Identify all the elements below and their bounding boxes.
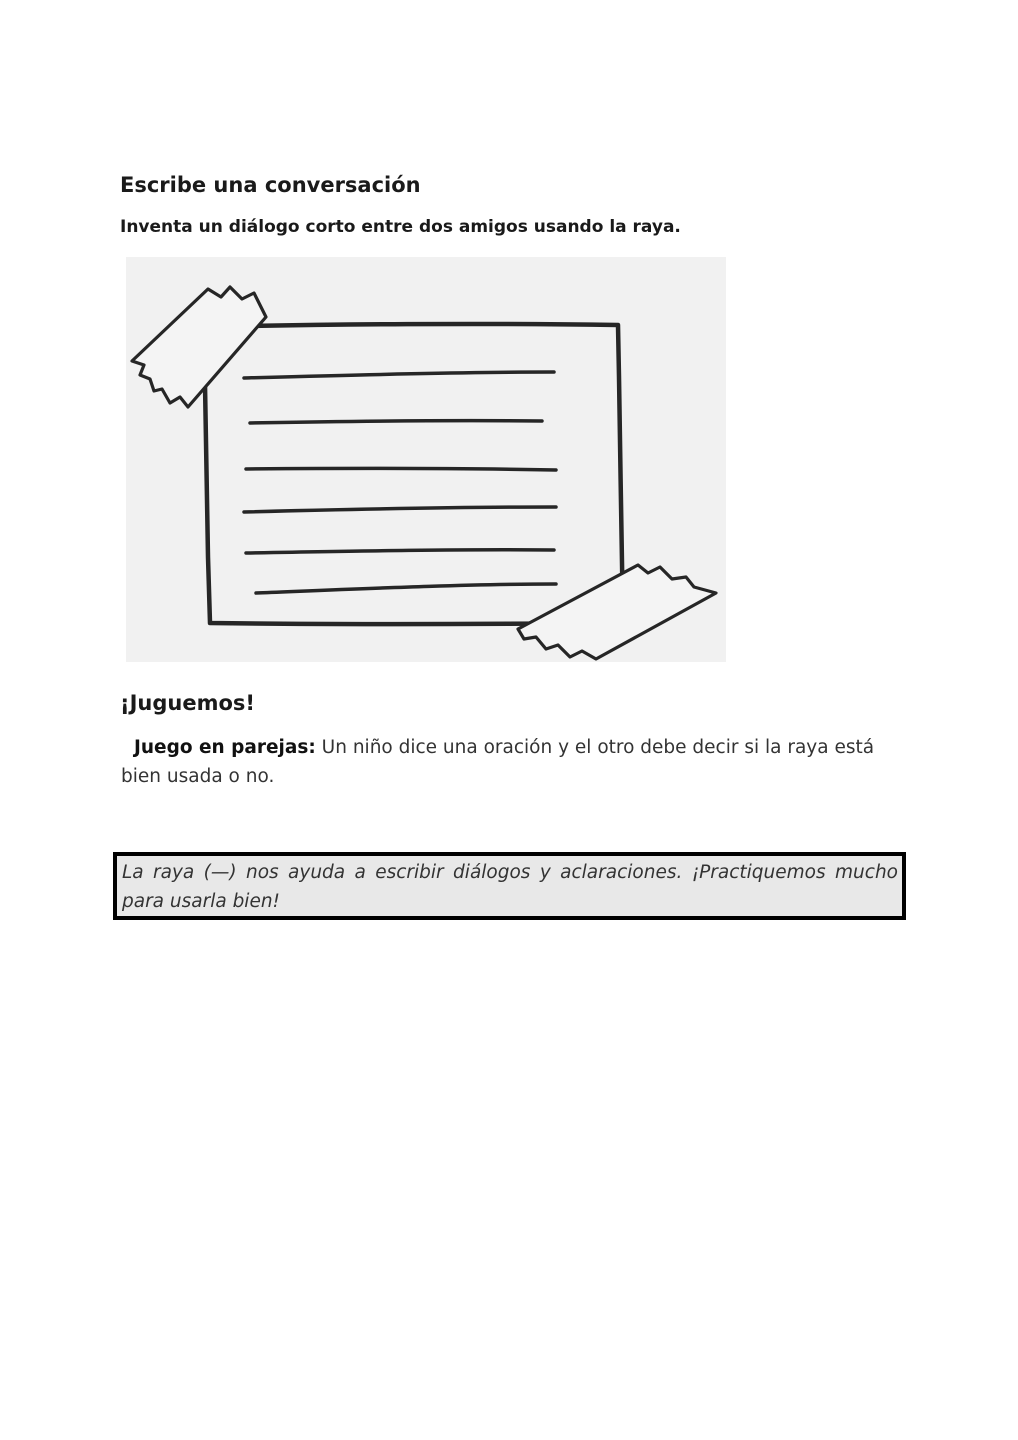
game-lead-label: Juego en parejas: bbox=[134, 737, 316, 758]
taped-lined-note-icon bbox=[126, 257, 726, 662]
paper-outline bbox=[204, 324, 623, 624]
game-section-title: ¡Juguemos! bbox=[120, 691, 255, 715]
tape-bottom-right bbox=[518, 565, 716, 659]
taped-lined-note-illustration bbox=[126, 257, 726, 662]
writing-line bbox=[256, 584, 556, 593]
summary-box bbox=[113, 852, 906, 920]
writing-line bbox=[246, 550, 554, 553]
writing-line bbox=[246, 468, 556, 470]
writing-line bbox=[250, 421, 542, 423]
write-section-title: Escribe una conversación bbox=[120, 173, 421, 197]
write-section-instruction: Inventa un diálogo corto entre dos amigos usando la raya. bbox=[120, 217, 681, 237]
summary-text: La raya (—) nos ayuda a escribir diálogos y aclaraciones. ¡Practiquemos mucho para usarla bien! bbox=[122, 862, 898, 912]
writing-line bbox=[244, 372, 554, 378]
tape-top-left bbox=[132, 287, 266, 407]
game-instructions bbox=[121, 733, 911, 791]
writing-line bbox=[244, 507, 556, 512]
game-description: Un niño dice una oración y el otro debe decir si la raya está bien usada o no. bbox=[121, 737, 875, 787]
